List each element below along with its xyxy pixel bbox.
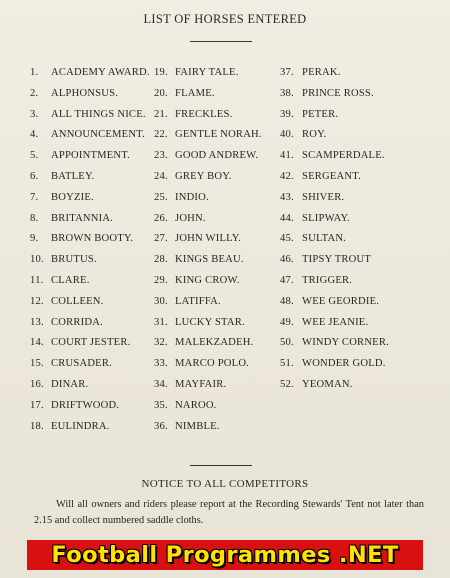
horse-entry — [30, 167, 150, 188]
horse-list-column-3 — [280, 63, 389, 396]
horse-number: 16. — [30, 378, 44, 390]
horse-name: BOYZIE. — [51, 191, 94, 203]
horse-number: 27. — [154, 233, 168, 245]
horse-name: LUCKY STAR. — [175, 316, 245, 328]
horse-entry — [154, 396, 262, 417]
horse-name: MALEKZADEH. — [175, 337, 254, 349]
horse-number: 11. — [30, 274, 44, 286]
horse-number: 35. — [154, 399, 168, 411]
horse-name: WINDY CORNER. — [302, 337, 389, 349]
horse-name: WONDER GOLD. — [302, 358, 386, 370]
horse-number: 37. — [280, 67, 294, 78]
horse-entry — [154, 146, 262, 167]
horse-name: GOOD ANDREW. — [175, 150, 259, 162]
horse-name: ANNOUNCEMENT. — [51, 129, 145, 141]
horse-name: KINGS BEAU. — [175, 254, 244, 266]
horse-name: CLARE. — [51, 274, 90, 286]
horse-name: SHIVER. — [302, 191, 345, 203]
horse-name: ACADEMY AWARD. — [51, 67, 150, 78]
horse-entry — [154, 84, 262, 105]
horse-entry — [280, 250, 389, 271]
horse-number: 10. — [30, 254, 44, 266]
horse-number: 28. — [154, 254, 168, 266]
horse-entry — [280, 333, 389, 354]
horse-number: 19. — [154, 67, 168, 78]
horse-name: BRITANNIA. — [51, 212, 114, 224]
horse-entry — [30, 271, 150, 292]
horse-number: 25. — [154, 191, 168, 203]
horse-name: COURT JESTER. — [51, 337, 131, 349]
horse-entry — [154, 167, 262, 188]
horse-entry — [30, 292, 150, 313]
horse-entry — [280, 271, 389, 292]
horse-number: 1. — [30, 67, 39, 78]
horse-entry — [280, 105, 389, 126]
horse-name: SLIPWAY. — [302, 212, 350, 224]
horse-name: BROWN BOOTY. — [51, 233, 134, 245]
horse-entry — [154, 292, 262, 313]
horse-number: 42. — [280, 170, 294, 182]
watermark-banner — [27, 540, 423, 570]
horse-number: 21. — [154, 108, 168, 120]
horse-number: 22. — [154, 129, 168, 141]
horse-name: APPOINTMENT. — [51, 150, 131, 162]
horse-number: 45. — [280, 233, 294, 245]
horse-number: 36. — [154, 420, 168, 432]
horse-list-column-1 — [30, 63, 150, 437]
horse-number: 8. — [30, 212, 39, 224]
horse-number: 23. — [154, 150, 168, 162]
watermark-text: Football Programmes .NET — [51, 542, 399, 568]
horse-number: 33. — [154, 358, 168, 370]
horse-entry — [30, 250, 150, 271]
horse-entry — [154, 63, 262, 84]
horse-number: 29. — [154, 274, 168, 286]
horse-number: 30. — [154, 295, 168, 307]
horse-number: 14. — [30, 337, 44, 349]
horse-number: 12. — [30, 295, 44, 307]
horse-entry — [280, 167, 389, 188]
horse-entry — [154, 125, 262, 146]
horse-entry — [280, 292, 389, 313]
horse-entry — [30, 125, 150, 146]
horse-entry — [154, 105, 262, 126]
notice-divider — [190, 465, 252, 466]
horse-name: ROY. — [302, 129, 327, 141]
horse-number: 49. — [280, 316, 294, 328]
horse-entry — [280, 209, 389, 230]
horse-number: 44. — [280, 212, 294, 224]
horse-entry — [30, 396, 150, 417]
horse-name: TIPSY TROUT — [302, 254, 372, 266]
horse-number: 6. — [30, 170, 39, 182]
horse-number: 47. — [280, 274, 294, 286]
horse-name: FLAME. — [175, 87, 215, 99]
horse-number: 20. — [154, 87, 168, 99]
horse-name: SULTAN. — [302, 233, 347, 245]
horse-name: PERAK. — [302, 67, 341, 78]
horse-name: LATIFFA. — [175, 295, 221, 307]
horse-entry — [30, 105, 150, 126]
horse-number: 18. — [30, 420, 44, 432]
horse-entry — [154, 333, 262, 354]
horse-name: INDIO. — [175, 191, 209, 203]
horse-entry — [280, 375, 389, 396]
horse-entry — [154, 354, 262, 375]
horse-entry — [30, 354, 150, 375]
horse-number: 34. — [154, 378, 168, 390]
horse-name: WEE GEORDIE. — [302, 295, 380, 307]
horse-number: 39. — [280, 108, 294, 120]
horse-entry — [30, 146, 150, 167]
horse-number: 4. — [30, 129, 39, 141]
horse-name: EULINDRA. — [51, 420, 110, 432]
horse-entry — [30, 209, 150, 230]
horse-entry — [154, 271, 262, 292]
horse-name: MAYFAIR. — [175, 378, 227, 390]
page-title: LIST OF HORSES ENTERED — [143, 12, 307, 26]
horse-entry — [280, 313, 389, 334]
horse-number: 51. — [280, 358, 294, 370]
horse-number: 32. — [154, 337, 168, 349]
horse-entry — [280, 229, 389, 250]
notice-body: Will all owners and riders please report at the Recording Stewards' Tent not later than 2.15 and collect numbered saddle cloths. — [34, 499, 424, 526]
horse-number: 50. — [280, 337, 294, 349]
horse-entry — [154, 417, 262, 438]
horse-number: 17. — [30, 399, 44, 411]
horse-number: 3. — [30, 108, 39, 120]
horse-entry — [154, 250, 262, 271]
horse-name: SCAMPERDALE. — [302, 150, 385, 162]
horse-number: 46. — [280, 254, 294, 266]
horse-name: CRUSADER. — [51, 358, 112, 370]
horse-name: SERGEANT. — [302, 170, 361, 182]
horse-name: NAROO. — [175, 399, 217, 411]
horse-entry — [154, 188, 262, 209]
horse-name: DINAR. — [51, 378, 89, 390]
horse-name: PRINCE ROSS. — [302, 87, 374, 99]
horse-entry — [30, 313, 150, 334]
horse-name: MARCO POLO. — [175, 358, 250, 370]
horse-entry — [154, 375, 262, 396]
horse-name: ALPHONSUS. — [51, 87, 119, 99]
horse-entry — [154, 313, 262, 334]
horse-name: GENTLE NORAH. — [175, 129, 262, 141]
title-underline — [190, 41, 252, 42]
horse-number: 52. — [280, 378, 294, 390]
horse-entry — [280, 146, 389, 167]
horse-name: JOHN. — [175, 212, 206, 224]
notice-heading: NOTICE TO ALL COMPETITORS — [141, 478, 309, 490]
horse-entry — [30, 375, 150, 396]
horse-number: 48. — [280, 295, 294, 307]
horse-entry — [280, 63, 389, 84]
horse-name: BRUTUS. — [51, 254, 97, 266]
horse-name: BATLEY. — [51, 170, 95, 182]
horse-number: 13. — [30, 316, 44, 328]
horse-name: CORRIDA. — [51, 316, 103, 328]
horse-number: 43. — [280, 191, 294, 203]
horse-name: NIMBLE. — [175, 420, 220, 432]
horse-entry — [280, 125, 389, 146]
horse-name: JOHN WILLY. — [175, 233, 242, 245]
horse-entry — [30, 84, 150, 105]
horse-number: 41. — [280, 150, 294, 162]
horse-entry — [280, 84, 389, 105]
horse-name: COLLEEN. — [51, 295, 104, 307]
horse-entry — [30, 188, 150, 209]
horse-number: 2. — [30, 87, 39, 99]
horse-entry — [30, 417, 150, 438]
horse-entry — [30, 333, 150, 354]
horse-number: 9. — [30, 233, 39, 245]
horse-entry — [154, 209, 262, 230]
horse-name: DRIFTWOOD. — [51, 399, 120, 411]
horse-name: GREY BOY. — [175, 170, 232, 182]
horse-entry — [30, 229, 150, 250]
horse-name: FAIRY TALE. — [175, 67, 239, 78]
horse-entry — [154, 229, 262, 250]
horse-number: 5. — [30, 150, 39, 162]
horse-number: 40. — [280, 129, 294, 141]
horse-number: 15. — [30, 358, 44, 370]
horse-name: KING CROW. — [175, 274, 240, 286]
horse-name: YEOMAN. — [302, 378, 353, 390]
horse-number: 38. — [280, 87, 294, 99]
horse-number: 24. — [154, 170, 168, 182]
horse-list-column-2 — [154, 63, 262, 437]
horse-name: WEE JEANIE. — [302, 316, 369, 328]
horse-entry — [30, 63, 150, 84]
horse-name: ALL THINGS NICE. — [51, 108, 146, 120]
horse-name: FRECKLES. — [175, 108, 233, 120]
horse-name: PETER. — [302, 108, 339, 120]
horse-entry — [280, 188, 389, 209]
horse-entry — [280, 354, 389, 375]
horse-number: 26. — [154, 212, 168, 224]
horse-name: TRIGGER. — [302, 274, 353, 286]
horse-number: 7. — [30, 191, 39, 203]
horse-number: 31. — [154, 316, 168, 328]
